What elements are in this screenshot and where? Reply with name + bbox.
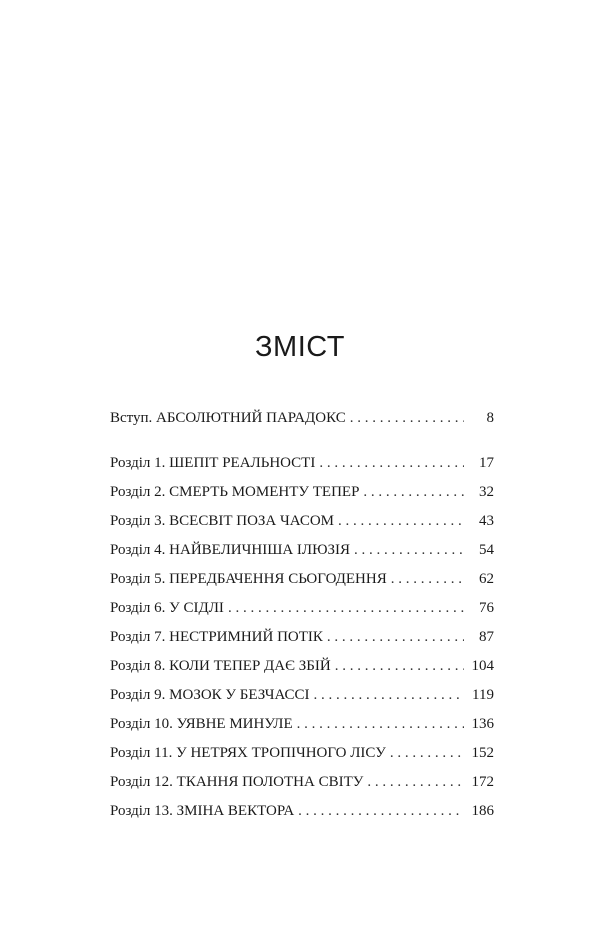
toc-entry-title: Вступ. АБСОЛЮТНИЙ ПАРАДОКС (110, 410, 346, 426)
toc-entry-page: 152 (471, 745, 494, 761)
toc-entry-chapter-8[interactable] (110, 652, 494, 681)
toc-entry-title: Розділ 6. У СІДЛІ (110, 600, 224, 616)
dot-leader (350, 404, 464, 433)
page-title: ЗМІСТ (255, 331, 345, 363)
toc-entry-chapter-1[interactable] (110, 449, 494, 478)
toc-entry-chapter-6[interactable] (110, 594, 494, 623)
toc-entry-chapter-2[interactable] (110, 478, 494, 507)
toc-entry-page: 87 (479, 629, 494, 645)
toc-entry-title: Розділ 13. ЗМІНА ВЕКТОРА (110, 803, 295, 819)
toc-entry-page: 172 (471, 774, 494, 790)
dot-leader (391, 565, 464, 594)
dot-leader (338, 507, 464, 536)
toc-entry-page: 119 (472, 687, 494, 703)
toc-entry-chapter-3[interactable] (110, 507, 494, 536)
toc-entry-chapter-11[interactable] (110, 739, 494, 768)
dot-leader (297, 710, 464, 739)
toc-entry-title: Розділ 10. УЯВНЕ МИНУЛЕ (110, 716, 293, 732)
toc-entry-page: 32 (479, 484, 494, 500)
dot-leader (319, 449, 464, 478)
toc-entry-chapter-9[interactable] (110, 681, 494, 710)
toc-entry-title: Розділ 8. КОЛИ ТЕПЕР ДАЄ ЗБІЙ (110, 658, 331, 674)
toc-entry-page: 186 (471, 803, 494, 819)
dot-leader (228, 594, 464, 623)
toc-entry-title: Розділ 2. СМЕРТЬ МОМЕНТУ ТЕПЕР (110, 484, 360, 500)
toc-entry-page: 104 (471, 658, 494, 674)
toc-entry-page: 43 (479, 513, 494, 529)
toc-entry-chapter-13[interactable] (110, 797, 494, 826)
toc-entry-title: Розділ 7. НЕСТРИМНИЙ ПОТІК (110, 629, 323, 645)
dot-leader (327, 623, 464, 652)
toc-entry-page: 8 (486, 410, 494, 426)
dot-leader (363, 478, 464, 507)
dot-leader (298, 797, 464, 826)
toc-entry-chapter-4[interactable] (110, 536, 494, 565)
toc-entry-page: 17 (479, 455, 494, 471)
toc-entry-chapter-12[interactable] (110, 768, 494, 797)
dot-leader (390, 739, 464, 768)
dot-leader (335, 652, 464, 681)
dot-leader (354, 536, 464, 565)
toc-entry-title: Розділ 12. ТКАННЯ ПОЛОТНА СВІТУ (110, 774, 364, 790)
toc-entry-intro[interactable] (110, 404, 494, 433)
table-of-contents (110, 404, 494, 826)
toc-entry-title: Розділ 1. ШЕПІТ РЕАЛЬНОСТІ (110, 455, 316, 471)
toc-entry-title: Розділ 4. НАЙВЕЛИЧНІША ІЛЮЗІЯ (110, 542, 351, 558)
toc-entry-chapter-7[interactable] (110, 623, 494, 652)
toc-entry-page: 136 (471, 716, 494, 732)
toc-entry-title: Розділ 5. ПЕРЕДБАЧЕННЯ СЬОГОДЕННЯ (110, 571, 387, 587)
toc-entry-title: Розділ 11. У НЕТРЯХ ТРОПІЧНОГО ЛІСУ (110, 745, 386, 761)
toc-entry-chapter-5[interactable] (110, 565, 494, 594)
toc-entry-title: Розділ 9. МОЗОК У БЕЗЧАССІ (110, 687, 310, 703)
toc-entry-chapter-10[interactable] (110, 710, 494, 739)
dot-leader (314, 681, 464, 710)
toc-entry-page: 76 (479, 600, 494, 616)
dot-leader (367, 768, 464, 797)
toc-entry-title: Розділ 3. ВСЕСВІТ ПОЗА ЧАСОМ (110, 513, 335, 529)
toc-entry-page: 62 (479, 571, 494, 587)
toc-entry-page: 54 (479, 542, 494, 558)
